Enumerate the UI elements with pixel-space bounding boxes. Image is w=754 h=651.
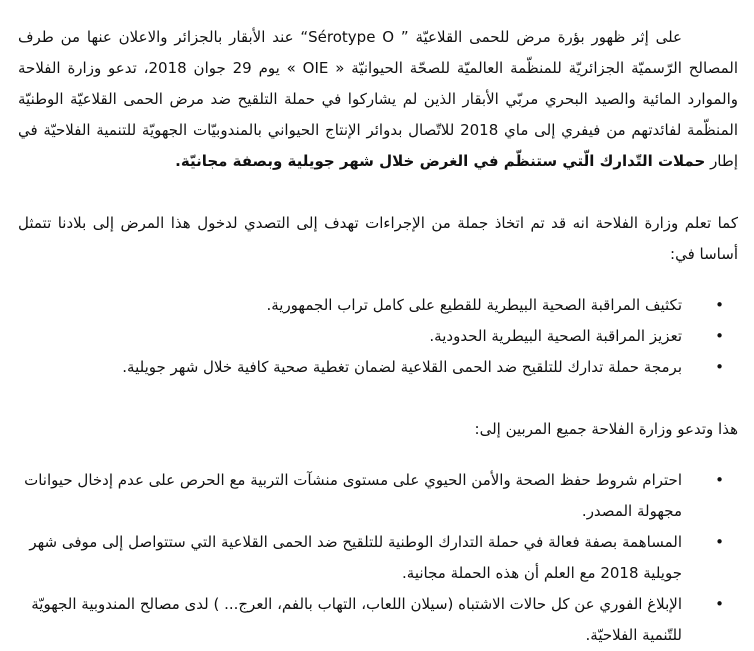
bullet-icon: • [715,358,724,376]
list-item [18,321,738,352]
list-item [18,465,738,527]
list-item-text: برمجة حملة تدارك للتلقيح ضد الحمى القلاعية لضمان تغطية صحية كافية خلال شهر جويلية. [122,358,682,376]
list-item [18,527,738,589]
intro-bold-text: حملات التّدارك الّتي ستنظّم في الغرض خلال شهر جويلية وبصفة مجانيّة. [175,152,706,170]
intro-text: على إثر ظهور بؤرة مرض للحمى القلاعيّة ” Sérotype O“ عند الأبقار بالجزائر والاعلان عنها من طرف المصالح الرّسميّة الجزائريّة للمنظّمة العالميّة للصحّة الحيوانيّة « OIE » يوم 29 جوان 2018، تدعو وزارة الفلاحة والموارد المائية والصيد البحري مربّي الأبقار الذين لم يشاركوا في حملة التلقيح ضد مرض الحمى القلاعيّة الوطنيّة المنظّمة لفائدتهم من فيفري إلى ماي 2018 للاتّصال بدوائر الإنتاج الحيواني بالمندوبيّات الجهويّة للتنمية الفلاحيّة في إطار [18,28,738,170]
call-to-breeders-paragraph: هذا وتدعو وزارة الفلاحة جميع المربين إلى: [474,420,738,438]
list-item-text: تعزيز المراقبة الصحية البيطرية الحدودية. [429,327,682,345]
intro-paragraph [18,22,738,177]
bullet-icon: • [715,533,724,551]
measures-list [18,290,738,383]
bullet-icon: • [715,296,724,314]
paragraph-spacer [18,270,738,290]
paragraph-spacer [18,445,738,465]
bullet-icon: • [715,327,724,345]
list-item [18,589,738,651]
list-item [18,290,738,321]
bullet-icon: • [715,471,724,489]
paragraph-spacer [18,177,738,208]
paragraph-spacer [18,383,738,414]
breeder-actions-list [18,465,738,651]
document-body [0,22,754,643]
list-item-text: المساهمة بصفة فعالة في حملة التدارك الوطنية للتلقيح ضد الحمى القلاعية التي ستتواصل إلى موفى شهر جويلية 2018 مع العلم أن هذه الحملة مجانية. [29,533,682,582]
measures-intro-paragraph: كما تعلم وزارة الفلاحة انه قد تم اتخاذ جملة من الإجراءات تهدف إلى التصدي لدخول هذا المرض إلى بلادنا تتمثل أساسا في: [18,214,738,263]
list-item-text: تكثيف المراقبة الصحية البيطرية للقطيع على كامل تراب الجمهورية. [266,296,682,314]
list-item-text: الإبلاغ الفوري عن كل حالات الاشتباه (سيلان اللعاب، التهاب بالفم، العرج... ) لدى مصالح المندوبية الجهويّة للتّنمية الفلاحيّة. [31,595,682,644]
list-item [18,352,738,383]
list-item-text: احترام شروط حفظ الصحة والأمن الحيوي على مستوى منشآت التربية مع الحرص على عدم إدخال حيوانات مجهولة المصدر. [24,471,682,520]
bullet-icon: • [715,595,724,613]
